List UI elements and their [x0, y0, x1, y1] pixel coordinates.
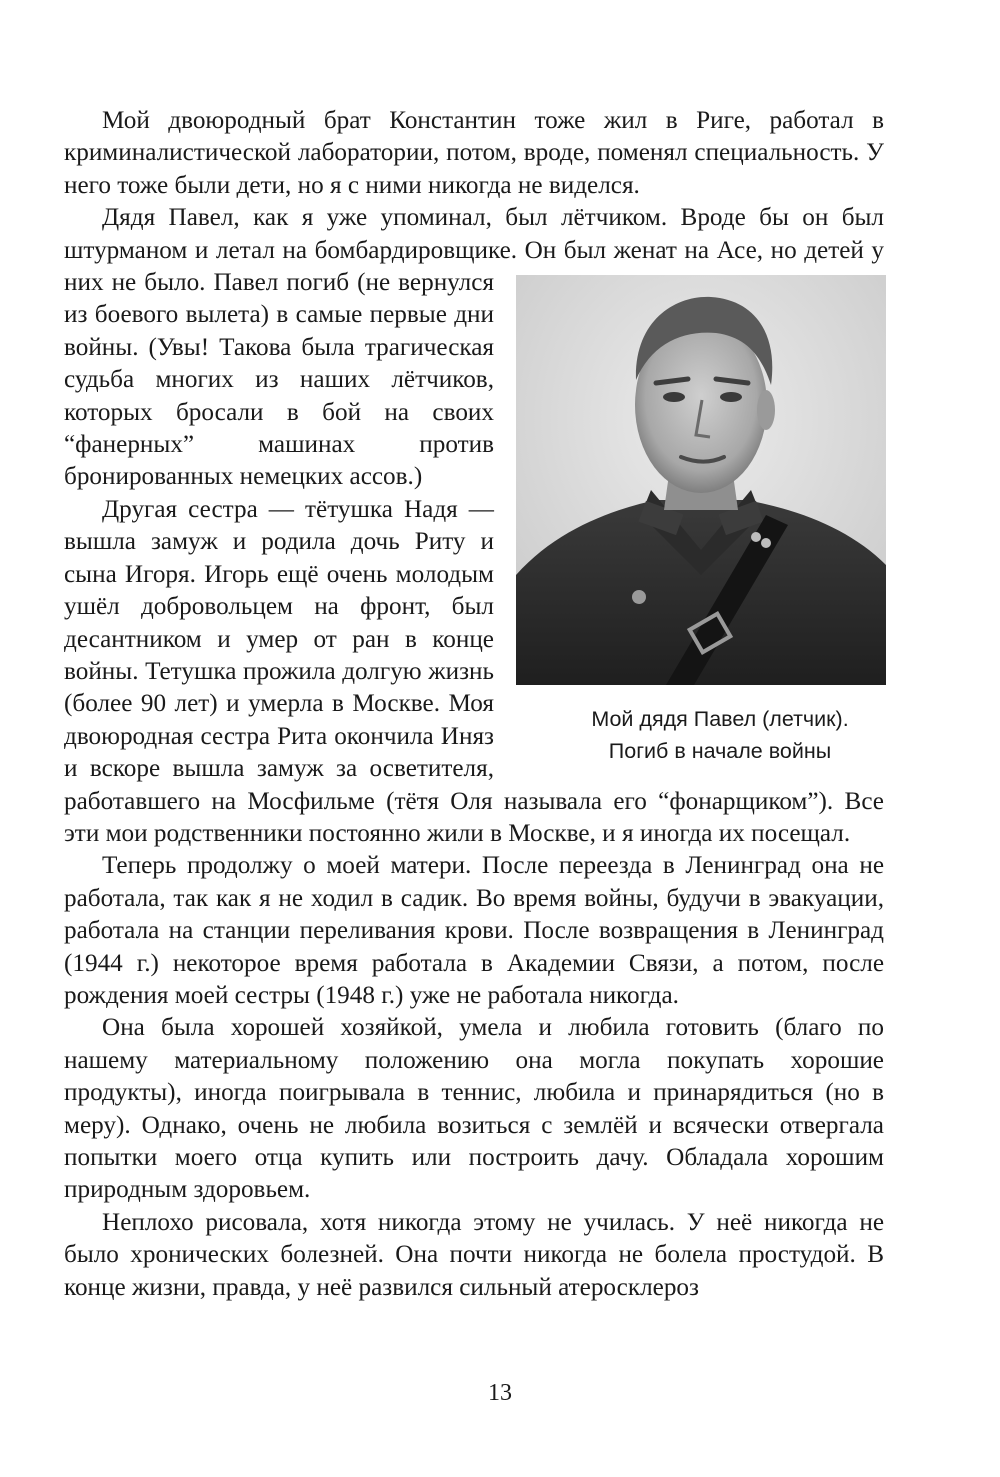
- photo-caption: [516, 703, 886, 767]
- body-text: [64, 105, 884, 1304]
- portrait-photo: [516, 275, 886, 685]
- caption-line-1: Мой дядя Павел (летчик).: [591, 707, 849, 732]
- caption-line-2: Погиб в начале войны: [608, 739, 832, 764]
- paragraph-4: Теперь продолжу о моей матери. После переезда в Ленинград она не работала, так как я не ходил в садик. Во время войны, будучи в эвакуации, работала на станции переливания крови. После возвращения в Ленинград (1944 г.) некоторое время работала в Академии Связи, а потом, после рождения моей сестры (1948 г.) уже не работала никогда.: [64, 852, 884, 1009]
- paragraph-2-text: Дядя Павел, как я уже упоминал, был лётчиком. Вроде бы он был штурманом и летал на бомбардировщике. Он был женат на Асе,: [64, 204, 884, 264]
- paragraph-3: Другая сестра — тётушка Надя — вышла замуж и родила дочь Риту и сына Игоря. Игорь ещё очень молодым ушёл добровольцем на фронт, был десантником и умер от ран в конце войны. Тетушка прожила долгую жизнь (более 90 лет) и умерла в Москве. Моя двоюродная сестра Рита окончила Иняз и вскоре вышла замуж за осветителя, работавшего на Мосфильме (тётя Оля называла его “фонарщиком”). Все эти мои родственники постоянно жили в Москве, и я иногда их посещал.: [64, 495, 884, 847]
- photo-figure: [516, 275, 886, 767]
- paragraph-1: Мой двоюродный брат Константин тоже жил в Риге, работал в криминалистической лаборатории, потом, вроде, поменял специальность. У него тоже были дети, но я с ними никогда не виделся.: [64, 107, 884, 199]
- paragraph-6: Неплохо рисовала, хотя никогда этому не училась. У неё никогда не было хронических болезней. Она почти никогда не болела простудой. В конце жизни, правда, у неё развился сильный атеросклероз: [64, 1208, 884, 1301]
- paragraph-5: Она была хорошей хозяйкой, умела и любила готовить (благо по нашему материальному положению она могла покупать хорошие продукты), иногда поигрывала в теннис, любила и принарядиться (но в меру). Однако, очень не любила возиться с землёй и всячески отвергала попытки моего отца купить или построить дачу. Обладала хорошим природным здоровьем.: [64, 1014, 884, 1204]
- page-number: 13: [488, 1380, 512, 1406]
- paragraph-2-continued: но детей у них не было. Павел погиб (не вернулся из боевого вылета) в самые первые дни войны. (Увы! Такова была трагическая судьба многих из наших лётчиков, которых бросали в бой на своих “фанерных” машинах против бронированных немецких ассов.): [64, 236, 884, 491]
